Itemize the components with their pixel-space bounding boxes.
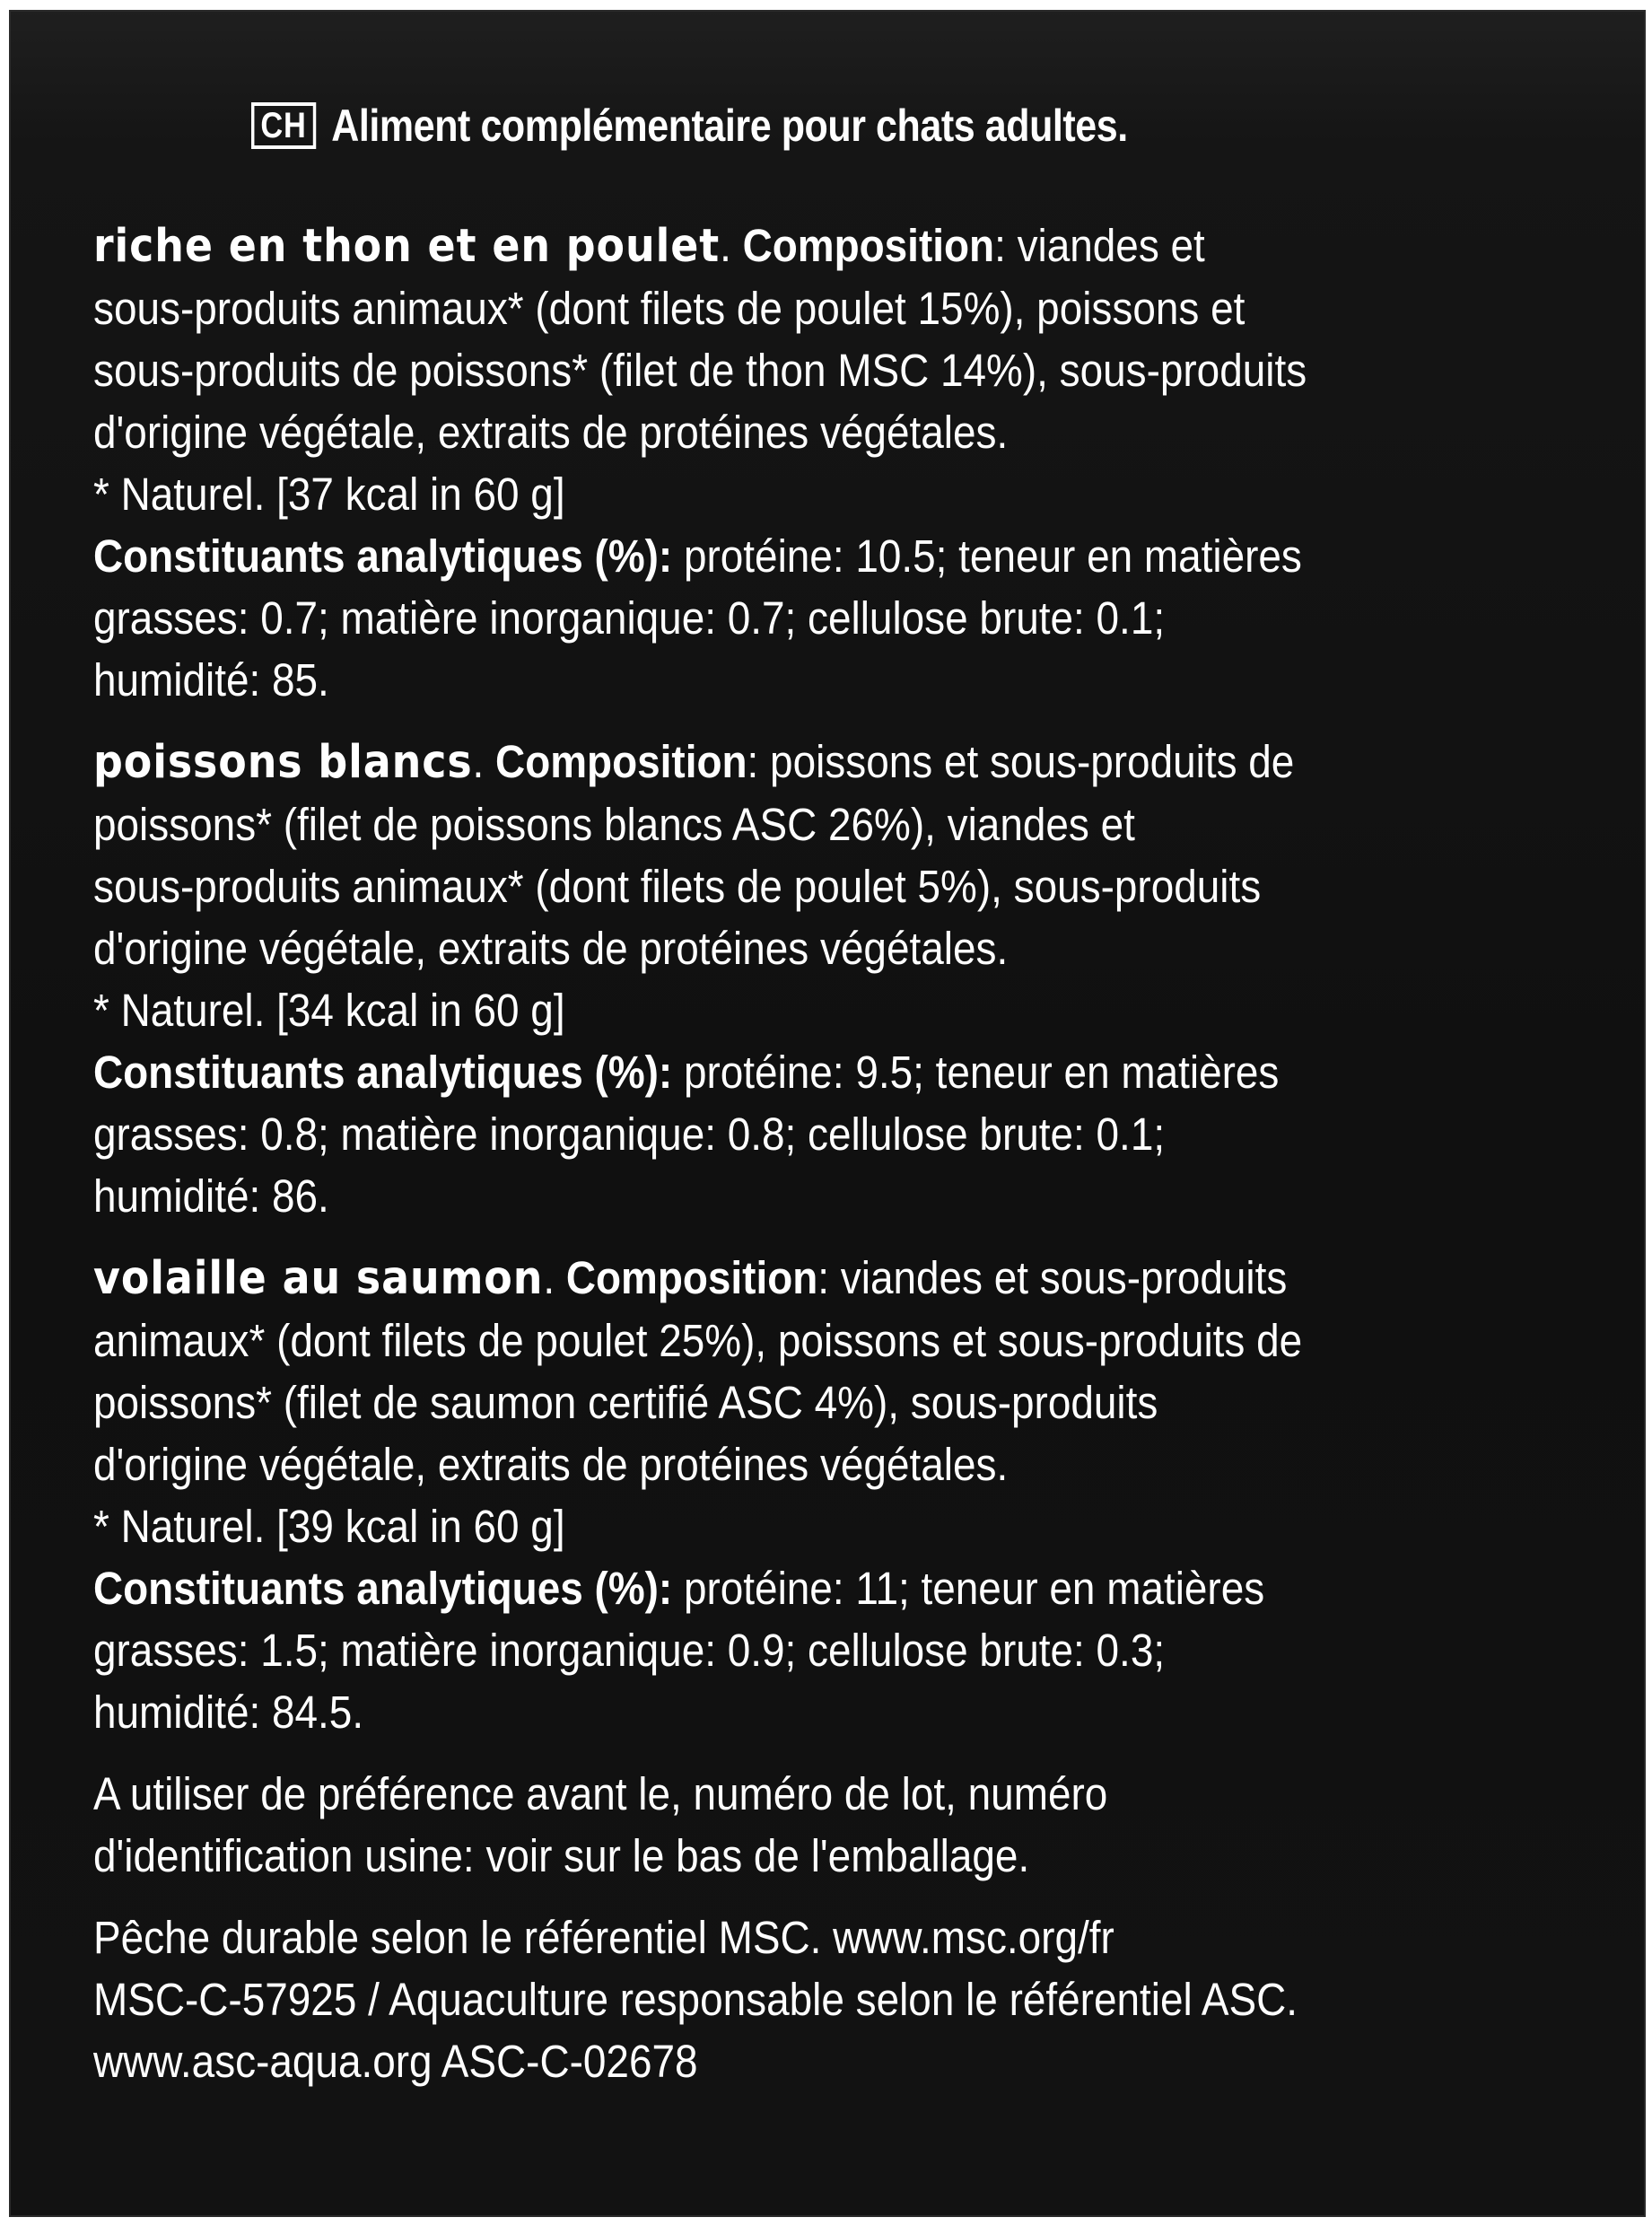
calorie-line: * Naturel. [37 kcal in 60 g] xyxy=(93,469,565,520)
composition-line: d'origine végétale, extraits de protéines végétales. xyxy=(93,923,1009,974)
analytical-line xyxy=(93,1557,1558,1619)
certification-line: MSC-C-57925 / Aquaculture responsable selon le référentiel ASC. xyxy=(93,1974,1298,2025)
composition-line: volaille au saumon. Composition: viandes et sous-produits xyxy=(93,1252,1288,1305)
product-name: volaille au saumon xyxy=(93,1252,544,1305)
composition-label: Composition xyxy=(742,220,995,271)
composition-line: poissons* (filet de poissons blancs ASC 26%), viandes et xyxy=(93,799,1135,850)
analytical-text: protéine: 11; teneur en matières xyxy=(672,1563,1265,1614)
analytical-line: grasses: 0.8; matière inorganique: 0.8; cellulose brute: 0.1; xyxy=(93,1109,1166,1160)
composition-text: : poissons et sous-produits de xyxy=(747,736,1295,787)
composition-line: sous-produits animaux* (dont filets de poulet 15%), poissons et xyxy=(93,283,1246,334)
analytical-text: protéine: 9.5; teneur en matières xyxy=(672,1047,1280,1098)
certification-line: Pêche durable selon le référentiel MSC. www.msc.org/fr xyxy=(93,1912,1114,1963)
certification-notice xyxy=(93,1906,1558,2092)
country-code-badge: CH xyxy=(251,102,316,149)
composition-text: : viandes et xyxy=(994,220,1205,271)
analytical-label: Constituants analytiques (%): xyxy=(93,1047,673,1098)
product-section xyxy=(93,1247,1558,1743)
analytical-line: humidité: 84.5. xyxy=(93,1687,364,1738)
composition-line: riche en thon et en poulet. Composition: viandes et xyxy=(93,220,1205,273)
product-name: poissons blancs xyxy=(93,736,473,789)
analytical-label: Constituants analytiques (%): xyxy=(93,1563,673,1614)
analytical-label: Constituants analytiques (%): xyxy=(93,530,673,582)
composition-line: animaux* (dont filets de poulet 25%), poissons et sous-produits de xyxy=(93,1315,1303,1366)
composition-line: poissons blancs. Composition: poissons et sous-produits de xyxy=(93,736,1295,789)
product-section xyxy=(93,731,1558,1227)
composition-line: d'origine végétale, extraits de protéines végétales. xyxy=(93,1439,1009,1490)
composition-label: Composition xyxy=(565,1252,818,1303)
analytical-line: humidité: 85. xyxy=(93,654,329,705)
calorie-line: * Naturel. [34 kcal in 60 g] xyxy=(93,985,565,1036)
label-body xyxy=(93,215,1558,2092)
composition-text: : viandes et sous-produits xyxy=(817,1252,1288,1303)
best-before-line: A utiliser de préférence avant le, numéro de lot, numéro xyxy=(93,1768,1108,1819)
analytical-line xyxy=(93,525,1558,587)
analytical-line: grasses: 0.7; matière inorganique: 0.7; cellulose brute: 0.1; xyxy=(93,592,1166,644)
composition-label: Composition xyxy=(495,736,747,787)
analytical-text: protéine: 10.5; teneur en matières xyxy=(672,530,1302,582)
analytical-line: humidité: 86. xyxy=(93,1170,329,1222)
composition-line: sous-produits de poissons* (filet de thon MSC 14%), sous-produits xyxy=(93,345,1307,396)
product-name: riche en thon et en poulet xyxy=(93,220,721,273)
analytical-line xyxy=(93,1041,1558,1103)
label-header xyxy=(251,100,1128,152)
calorie-line: * Naturel. [39 kcal in 60 g] xyxy=(93,1501,565,1552)
analytical-line: grasses: 1.5; matière inorganique: 0.9; cellulose brute: 0.3; xyxy=(93,1625,1166,1676)
product-section xyxy=(93,215,1558,711)
best-before-notice xyxy=(93,1763,1558,1887)
composition-line: sous-produits animaux* (dont filets de poulet 5%), sous-produits xyxy=(93,861,1262,912)
best-before-line: d'identification usine: voir sur le bas de l'emballage. xyxy=(93,1830,1030,1881)
composition-line: d'origine végétale, extraits de protéines végétales. xyxy=(93,407,1009,458)
certification-line: www.asc-aqua.org ASC-C-02678 xyxy=(93,2036,698,2087)
product-label-panel xyxy=(9,10,1646,2217)
composition-line: poissons* (filet de saumon certifié ASC 4%), sous-produits xyxy=(93,1377,1158,1428)
product-description: Aliment complémentaire pour chats adultes. xyxy=(331,101,1128,151)
